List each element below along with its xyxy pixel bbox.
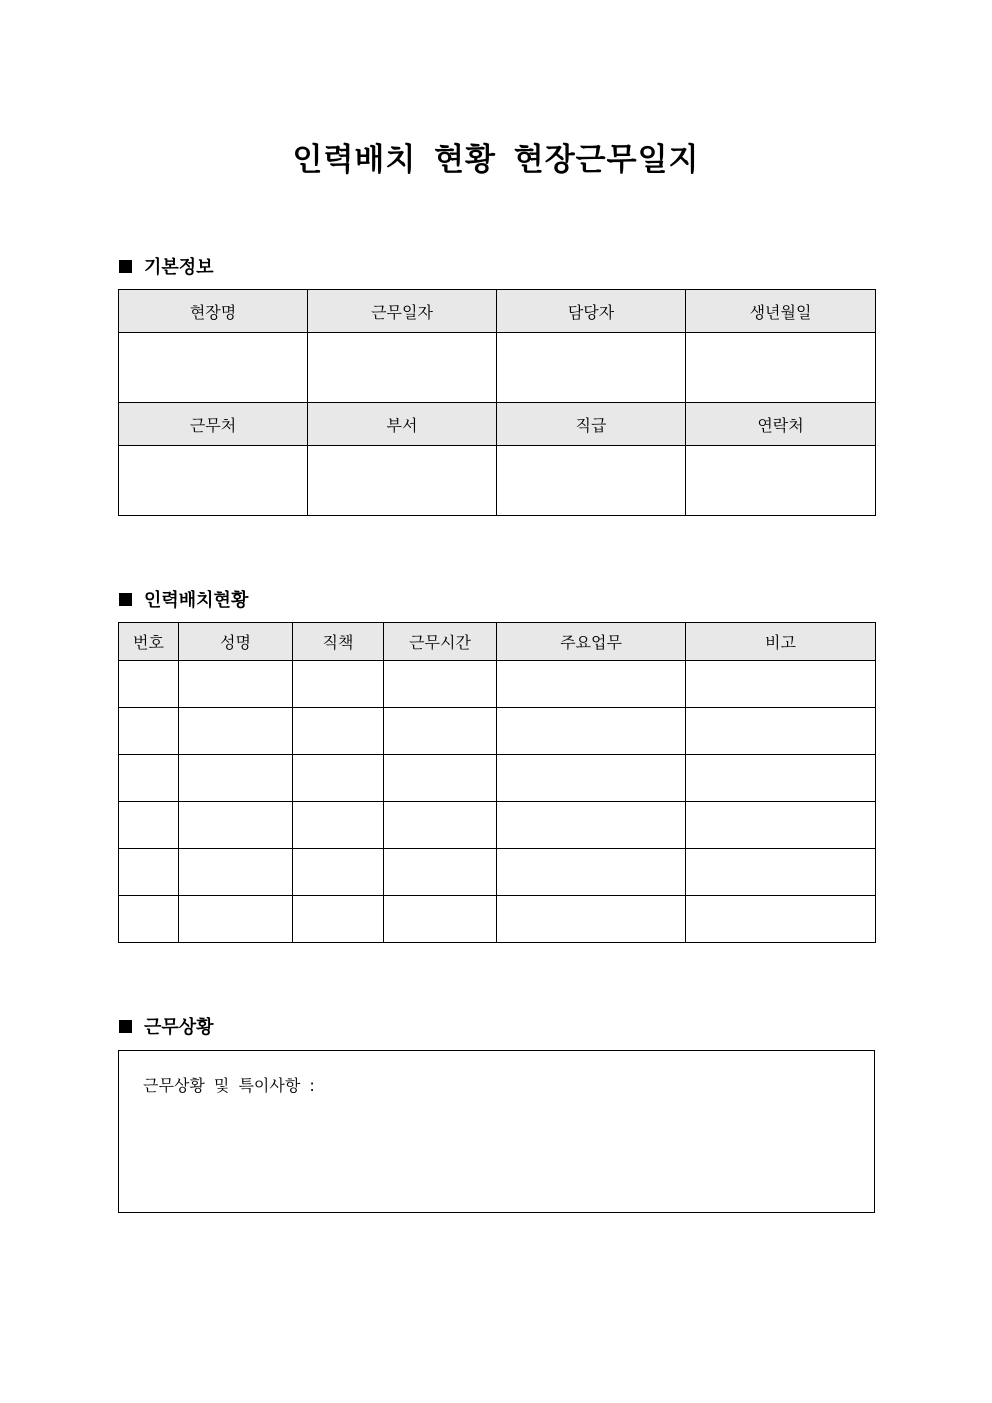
remarks-cell[interactable] xyxy=(686,896,876,943)
position-cell[interactable] xyxy=(293,661,384,708)
header-cell-rank: 직급 xyxy=(497,403,686,446)
table-row xyxy=(119,661,876,708)
table-header-row xyxy=(119,623,876,661)
header-cell-workplace: 근무처 xyxy=(119,403,308,446)
number-cell[interactable] xyxy=(119,661,179,708)
section-heading-basic-info xyxy=(119,253,214,279)
number-cell[interactable] xyxy=(119,708,179,755)
position-cell[interactable] xyxy=(293,708,384,755)
work-status-notes-label: 근무상황 및 특이사항 : xyxy=(143,1076,315,1095)
header-cell-number: 번호 xyxy=(119,623,179,661)
main-duties-cell[interactable] xyxy=(497,802,686,849)
work-hours-cell[interactable] xyxy=(384,896,497,943)
square-bullet-icon xyxy=(119,260,132,273)
work-hours-cell[interactable] xyxy=(384,849,497,896)
work-hours-cell[interactable] xyxy=(384,755,497,802)
section-heading-staffing xyxy=(119,586,248,612)
number-cell[interactable] xyxy=(119,802,179,849)
table-row xyxy=(119,708,876,755)
remarks-cell[interactable] xyxy=(686,661,876,708)
table-row xyxy=(119,849,876,896)
header-cell-contact: 연락처 xyxy=(686,403,876,446)
table-row xyxy=(119,446,876,516)
rank-field[interactable] xyxy=(497,446,686,516)
workplace-field[interactable] xyxy=(119,446,308,516)
header-cell-remarks: 비고 xyxy=(686,623,876,661)
position-cell[interactable] xyxy=(293,802,384,849)
main-duties-cell[interactable] xyxy=(497,708,686,755)
section-heading-label: 기본정보 xyxy=(144,257,214,278)
header-cell-name: 성명 xyxy=(179,623,293,661)
contact-field[interactable] xyxy=(686,446,876,516)
department-field[interactable] xyxy=(308,446,497,516)
work-date-field[interactable] xyxy=(308,333,497,403)
page-title: 인력배치 현황 현장근무일지 xyxy=(292,142,700,178)
number-cell[interactable] xyxy=(119,849,179,896)
header-cell-department: 부서 xyxy=(308,403,497,446)
name-cell[interactable] xyxy=(179,755,293,802)
site-name-field[interactable] xyxy=(119,333,308,403)
main-duties-cell[interactable] xyxy=(497,896,686,943)
name-cell[interactable] xyxy=(179,849,293,896)
remarks-cell[interactable] xyxy=(686,708,876,755)
remarks-cell[interactable] xyxy=(686,802,876,849)
table-header-row xyxy=(119,403,876,446)
basic-info-table xyxy=(118,289,876,516)
staffing-table xyxy=(118,622,876,943)
header-cell-main-duties: 주요업무 xyxy=(497,623,686,661)
number-cell[interactable] xyxy=(119,896,179,943)
number-cell[interactable] xyxy=(119,755,179,802)
table-row xyxy=(119,802,876,849)
header-cell-work-hours: 근무시간 xyxy=(384,623,497,661)
header-cell-birth-date: 생년월일 xyxy=(686,290,876,333)
main-duties-cell[interactable] xyxy=(497,849,686,896)
table-header-row xyxy=(119,290,876,333)
name-cell[interactable] xyxy=(179,896,293,943)
header-cell-work-date: 근무일자 xyxy=(308,290,497,333)
table-row xyxy=(119,755,876,802)
square-bullet-icon xyxy=(119,1020,132,1033)
remarks-cell[interactable] xyxy=(686,755,876,802)
work-hours-cell[interactable] xyxy=(384,802,497,849)
position-cell[interactable] xyxy=(293,896,384,943)
remarks-cell[interactable] xyxy=(686,849,876,896)
position-cell[interactable] xyxy=(293,755,384,802)
name-cell[interactable] xyxy=(179,708,293,755)
position-cell[interactable] xyxy=(293,849,384,896)
section-heading-work-status xyxy=(119,1013,214,1039)
manager-field[interactable] xyxy=(497,333,686,403)
table-row xyxy=(119,896,876,943)
main-duties-cell[interactable] xyxy=(497,755,686,802)
table-row xyxy=(119,333,876,403)
birth-date-field[interactable] xyxy=(686,333,876,403)
work-hours-cell[interactable] xyxy=(384,661,497,708)
header-cell-manager: 담당자 xyxy=(497,290,686,333)
section-heading-label: 인력배치현황 xyxy=(144,590,249,611)
main-duties-cell[interactable] xyxy=(497,661,686,708)
square-bullet-icon xyxy=(119,593,132,606)
name-cell[interactable] xyxy=(179,802,293,849)
work-status-notes-box[interactable] xyxy=(118,1050,875,1213)
header-cell-position: 직책 xyxy=(293,623,384,661)
work-hours-cell[interactable] xyxy=(384,708,497,755)
name-cell[interactable] xyxy=(179,661,293,708)
section-heading-label: 근무상황 xyxy=(144,1017,214,1038)
header-cell-site-name: 현장명 xyxy=(119,290,308,333)
